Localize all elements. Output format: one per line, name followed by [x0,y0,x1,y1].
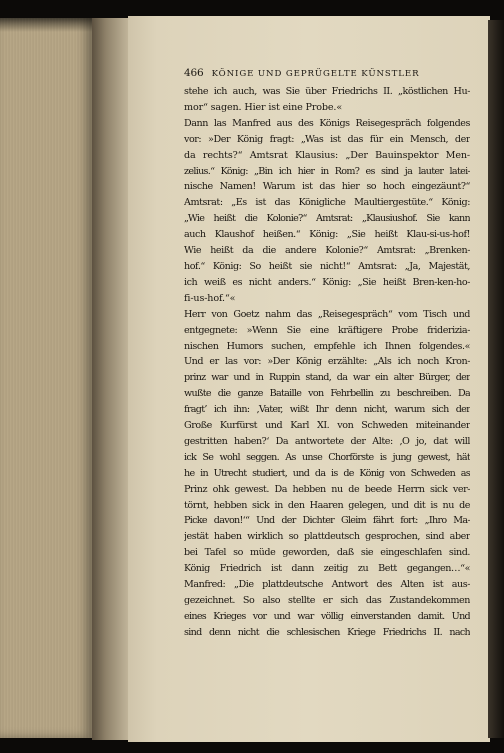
text-line: törnt, hebben sick in den Haaren gelegen, und dit is nu de [184,499,470,511]
book-gutter [92,18,132,740]
text-line: mor“ sagen. Hier ist eine Probe.« [184,101,343,113]
text-line: prinz war und in Ruppin stand, da war ein alter Bürger, der [184,372,470,384]
text-line: he in Utrecht studiert, und da is de König von Schweden as [184,467,470,479]
text-line: jestät haben wirklich so plattdeutsch gesprochen, sind aber [184,531,470,543]
edge-shadow [0,18,92,32]
book-page-edges [0,18,92,738]
text-line: nische Namen! Warum ist das hier so hoch eingezäunt?“ [184,181,470,193]
text-line: da rechts?“ Amtsrat Klausius: „Der Bauinspektor Men- [184,149,470,161]
text-line: entgegnete: »Wenn Sie eine kräftigere Probe friderizia- [184,324,470,336]
text-line: Picke davon!‘“ Und der Dichter Gleim fährt fort: „Ihro Ma- [184,515,470,527]
text-line: Wie heißt da die andere Kolonie?“ Amtsrat: „Brenken- [184,245,470,257]
text-line: ick Se wohl seggen. As unse Chorförste is jung gewest, hät [184,451,470,463]
text-line: ich weiß es nicht anders.“ König: „Sie heißt Bren-ken-ho- [184,276,470,288]
text-line: wußte die ganze Bataille von Fehrbellin zu beschreiben. Da [184,388,470,400]
text-line: Manfred: „Die plattdeutsche Antwort des Alten ist aus- [184,579,470,591]
text-line: stehe ich auch, was Sie über Friedrichs II. „köstlichen Hu- [184,86,470,97]
page-number: 466 [184,67,204,79]
text-line: zelius.“ König: „Bin ich hier in Rom? es sind ja lauter latei- [184,165,470,177]
text-line: eines Krieges vor und war völlig einverstanden damit. Und [184,610,470,622]
text-line: Dann las Manfred aus des Königs Reisegespräch folgendes [184,117,470,129]
text-line: sind denn nicht die schlesischen Kriege Friedrichs II. nach [184,626,470,638]
text-line: König Friedrich ist dann zeitig zu Bett gegangen…“« [184,563,470,575]
text-line: vor: »Der König fragt: „Was ist das für ein Mensch, der [184,133,470,145]
text-line: Herr von Goetz nahm das „Reisegespräch“ vom Tisch und [184,308,470,320]
book-right-edge [488,20,504,738]
text-line: auch Klaushof heißen.“ König: „Sie heißt Klau-si-us-hof! [184,229,470,241]
text-line: Amtsrat: „Es ist das Königliche Maultiergestüte.“ König: [184,197,470,209]
text-line: gestritten haben?‘ Da antwortete der Alte: ‚O jo, dat will [184,435,470,447]
text-line: Prinz ohk gewest. Da hebben nu de beede Herrn sick ver- [184,483,470,495]
text-line: bei Tafel so müde geworden, daß sie eingeschlafen sind. [184,547,470,559]
text-line: fi-us-hof.“« [184,292,236,304]
text-line: nischen Humors suchen, empfehle ich Ihnen folgendes.« [184,340,470,352]
page-text [184,66,470,641]
running-head: KÖNIGE UND GEPRÜGELTE KÜNSTLER [211,69,420,79]
text-line: „Wie heißt die Kolonie?“ Amtsrat: „Klausiushof. Sie kann [184,213,470,225]
page-header [184,66,470,84]
text-line: fragt’ ich ihn: ‚Vater, wißt Ihr denn nicht, warum sich der [184,404,470,416]
text-line: gezeichnet. So also stellte er sich das Zustandekommen [184,595,470,606]
text-line: hof.“ König: So heißt sie nicht!“ Amtsrat: „Ja, Majestät, [184,260,470,272]
text-line: Große Kurfürst und Karl XI. von Schweden miteinander [184,420,470,432]
text-line: Und er las vor: »Der König erzählte: „Als ich noch Kron- [184,356,470,368]
